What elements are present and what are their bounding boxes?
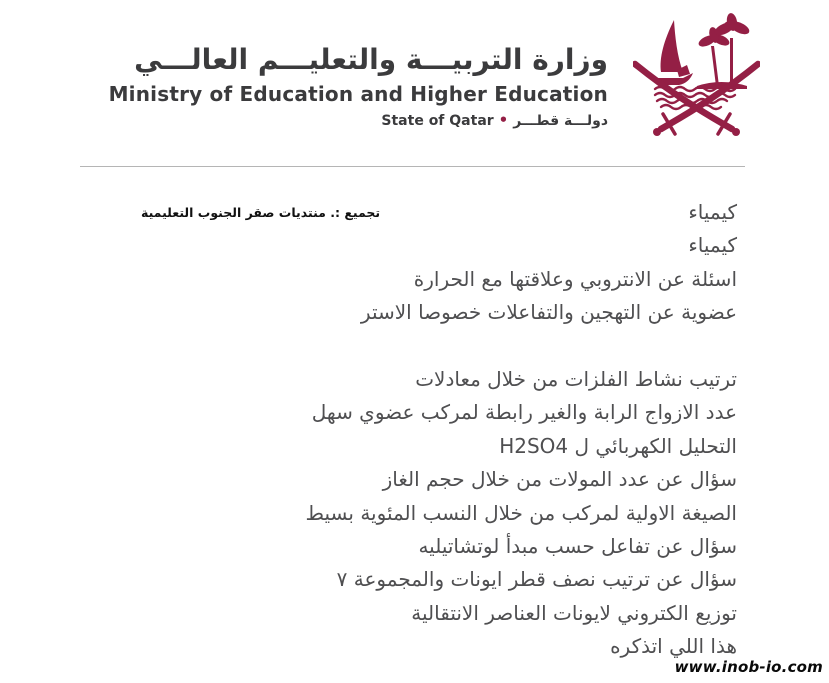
header-divider [80, 166, 745, 167]
watermark-url: www.inob-io.com [674, 658, 823, 676]
document-line: سؤال عن عدد المولات من خلال حجم الغاز [382, 467, 737, 492]
letterhead-text-block [109, 38, 608, 129]
document-line-blank [306, 330, 737, 363]
state-of-qatar-english: State of Qatar [381, 113, 494, 130]
compilation-credit: تجميع :. منتديات صقر الجنوب التعليمية [141, 205, 381, 220]
document-body [306, 196, 737, 664]
document-line: اسئلة عن الانتروبي وعلاقتها مع الحرارة [413, 266, 737, 291]
document-line: سؤال عن ترتيب نصف قطر ايونات والمجموعة ٧ [336, 567, 737, 592]
bullet-separator: • [498, 111, 509, 130]
document-line: عضوية عن التهجين والتفاعلات خصوصا الاستر [360, 300, 737, 325]
document-line: عدد الازواج الرابة والغير رابطة لمركب عضوي سهل [311, 400, 737, 425]
document-line: الصيغة الاولية لمركب من خلال النسب المئوية بسيط [305, 500, 737, 525]
document-line: التحليل الكهربائي ل H2SO4 [499, 433, 737, 458]
document-line: ترتيب نشاط الفلزات من خلال معادلات [415, 367, 737, 392]
ministry-name-arabic: وزارة التربيـــة والتعليـــم العالـــي [134, 43, 608, 76]
document-line: كيمياء [688, 233, 737, 258]
document-line: توزيع الكتروني لايونات العناصر الانتقالية [411, 600, 737, 625]
ministry-name-english: Ministry of Education and Higher Education [108, 82, 608, 107]
document-line: سؤال عن تفاعل حسب مبدأ لوتشاتيليه [418, 534, 737, 559]
document-line: كيمياء [688, 200, 737, 224]
state-of-qatar-line [109, 111, 608, 129]
state-of-qatar-arabic: دولـــة قطـــر [513, 113, 608, 130]
document-line: هذا اللي اتذكره [610, 634, 737, 659]
qatar-national-emblem-icon [633, 8, 760, 140]
